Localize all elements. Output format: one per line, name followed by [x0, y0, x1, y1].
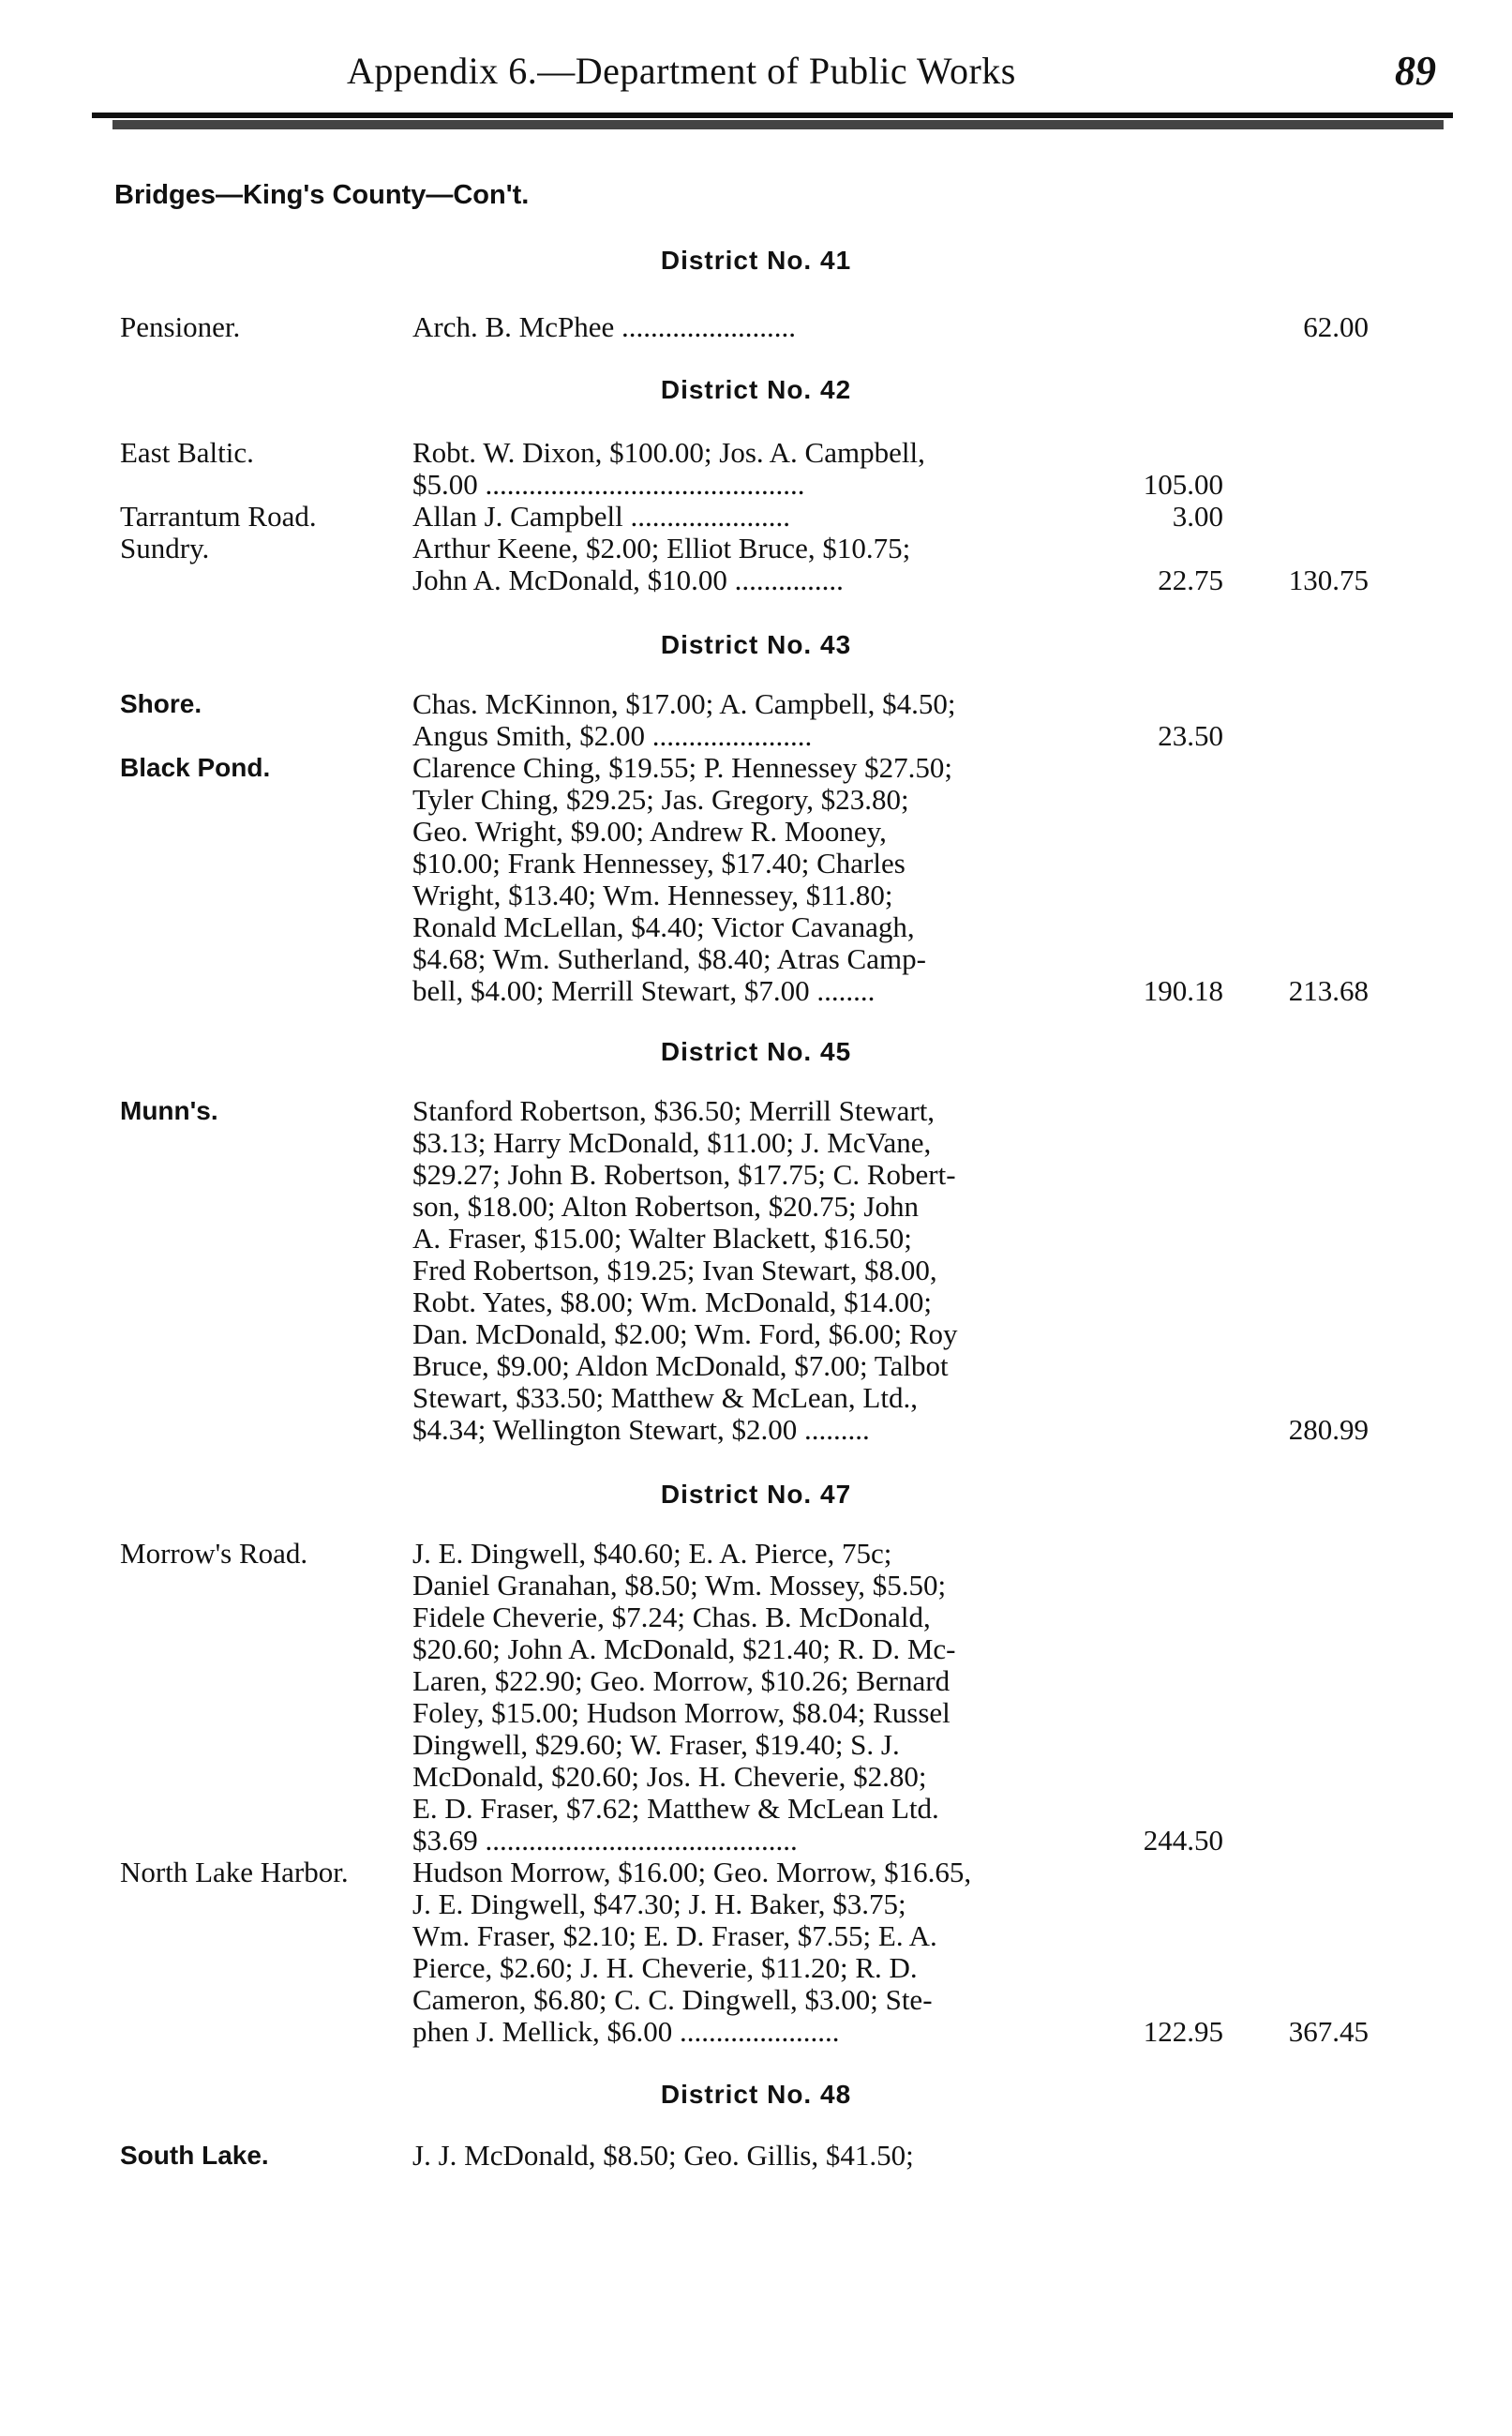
district-heading: District No. 42: [660, 375, 852, 404]
entry-label: Shore.: [120, 689, 202, 718]
entry-line: J. E. Dingwell, $47.30; J. H. Baker, $3.75;: [412, 1888, 906, 1920]
entry-text: [412, 752, 1144, 1007]
entry-line: Fred Robertson, $19.25; Ivan Stewart, $8.00,: [412, 1255, 937, 1286]
section-title: Bridges—King's County—Con't.: [114, 180, 530, 210]
entry-line: E. D. Fraser, $7.62; Matthew & McLean Ltd.: [412, 1793, 939, 1825]
entry-line: Allan J. Campbell ......................: [412, 501, 790, 533]
entry-label: South Lake.: [120, 2141, 269, 2170]
entry-line: Stanford Robertson, $36.50; Merrill Stewart,: [412, 1095, 936, 1127]
entry-line: $20.60; John A. McDonald, $21.40; R. D. Mc-: [412, 1633, 956, 1665]
district-heading: District No. 47: [660, 1480, 852, 1509]
entry-line: Clarence Ching, $19.55; P. Hennessey $27.50;: [412, 752, 953, 784]
entry-subtotal: 190.18: [1143, 974, 1223, 1007]
entry-line: Cameron, $6.80; C. C. Dingwell, $3.00; Ste-: [412, 1984, 933, 2016]
entry-line: $29.27; John B. Robertson, $17.75; C. Robert-: [412, 1159, 956, 1191]
entry-line: phen J. Mellick, $6.00 ......................: [412, 2016, 840, 2048]
entry-text: [412, 501, 1144, 533]
entry-label: Morrow's Road.: [120, 1537, 308, 1570]
entry-line: $3.69 ...........................................: [412, 1825, 798, 1857]
entry-line: Stewart, $33.50; Matthew & McLean, Ltd.,: [412, 1382, 918, 1414]
entry-line: bell, $4.00; Merrill Stewart, $7.00 ........: [412, 975, 876, 1007]
entry-line: $3.13; Harry McDonald, $11.00; J. McVane,: [412, 1127, 932, 1159]
entry-label: Sundry.: [120, 532, 210, 564]
entry-line: $10.00; Frank Hennessey, $17.40; Charles: [412, 848, 906, 880]
entry-text: [412, 1857, 1144, 2048]
entry-line: Laren, $22.90; Geo. Morrow, $10.26; Bernard: [412, 1665, 951, 1697]
entry-line: Dingwell, $29.60; W. Fraser, $19.40; S. J.: [412, 1729, 900, 1761]
header-rule: [92, 113, 1453, 118]
entry-line: Chas. McKinnon, $17.00; A. Campbell, $4.50;: [412, 688, 956, 720]
entry-line: Robt. W. Dixon, $100.00; Jos. A. Campbell,: [412, 437, 925, 469]
entry-line: $4.34; Wellington Stewart, $2.00 .........: [412, 1414, 870, 1446]
district-heading: District No. 41: [660, 246, 852, 275]
entry-line: $5.00 ............................................: [412, 469, 805, 501]
entry-line: A. Fraser, $15.00; Walter Blackett, $16.50;: [412, 1223, 912, 1255]
entry-line: Robt. Yates, $8.00; Wm. McDonald, $14.00;: [412, 1286, 932, 1318]
entry-text: [412, 311, 1144, 343]
entry-line: Dan. McDonald, $2.00; Wm. Ford, $6.00; Roy: [412, 1318, 958, 1350]
entry-line: J. J. McDonald, $8.50; Geo. Gillis, $41.50;: [412, 2140, 914, 2172]
entry-label: East Baltic.: [120, 436, 254, 469]
entry-subtotal: 22.75: [1158, 564, 1223, 596]
district-total: 130.75: [1288, 564, 1369, 596]
entry-text: [412, 2140, 1144, 2172]
entry-subtotal: 105.00: [1143, 468, 1223, 501]
entry-line: Hudson Morrow, $16.00; Geo. Morrow, $16.65,: [412, 1857, 972, 1888]
entry-label: Black Pond.: [120, 753, 271, 782]
entry-line: Bruce, $9.00; Aldon McDonald, $7.00; Talbot: [412, 1350, 949, 1382]
page-number: 89: [1395, 48, 1436, 94]
entry-text: [412, 1095, 1144, 1446]
entry-label: Pensioner.: [120, 310, 241, 343]
entry-line: son, $18.00; Alton Robertson, $20.75; John: [412, 1191, 919, 1223]
entry-line: Ronald McLellan, $4.40; Victor Cavanagh,: [412, 911, 915, 943]
district-heading: District No. 43: [660, 630, 852, 659]
entry-subtotal: 23.50: [1158, 719, 1223, 752]
entry-line: Wright, $13.40; Wm. Hennessey, $11.80;: [412, 880, 893, 911]
district-total: 62.00: [1303, 310, 1369, 343]
entry-line: Arch. B. McPhee ........................: [412, 311, 796, 343]
entry-line: $4.68; Wm. Sutherland, $8.40; Atras Camp-: [412, 943, 926, 975]
entry-label: Tarrantum Road.: [120, 500, 317, 533]
entry-text: [412, 533, 1144, 596]
entry-subtotal: 3.00: [1172, 500, 1223, 533]
entry-line: McDonald, $20.60; Jos. H. Cheverie, $2.80;: [412, 1761, 927, 1793]
entry-subtotal: 244.50: [1143, 1824, 1223, 1857]
district-total: 280.99: [1288, 1413, 1369, 1446]
running-header: Appendix 6.—Department of Public Works: [347, 50, 1016, 92]
entry-line: John A. McDonald, $10.00 ...............: [412, 564, 844, 596]
entry-text: [412, 1538, 1144, 1857]
entry-subtotal: 122.95: [1143, 2015, 1223, 2048]
entry-text: [412, 437, 1144, 501]
district-heading: District No. 45: [660, 1037, 852, 1066]
entry-line: Tyler Ching, $29.25; Jas. Gregory, $23.80;: [412, 784, 909, 816]
district-heading: District No. 48: [660, 2080, 852, 2109]
entry-line: Daniel Granahan, $8.50; Wm. Mossey, $5.50;: [412, 1570, 947, 1601]
entry-line: Foley, $15.00; Hudson Morrow, $8.04; Russel: [412, 1697, 951, 1729]
entry-line: Angus Smith, $2.00 ......................: [412, 720, 813, 752]
entry-line: Geo. Wright, $9.00; Andrew R. Mooney,: [412, 816, 887, 848]
header-rule-double: [112, 120, 1444, 129]
entry-line: J. E. Dingwell, $40.60; E. A. Pierce, 75c;: [412, 1538, 892, 1570]
entry-text: [412, 688, 1144, 752]
entry-label: Munn's.: [120, 1096, 218, 1125]
district-total: 367.45: [1288, 2015, 1369, 2048]
entry-line: Pierce, $2.60; J. H. Cheverie, $11.20; R. D.: [412, 1952, 918, 1984]
district-total: 213.68: [1288, 974, 1369, 1007]
entry-label: North Lake Harbor.: [120, 1856, 349, 1888]
entry-line: Fidele Cheverie, $7.24; Chas. B. McDonald,: [412, 1601, 931, 1633]
entry-line: Arthur Keene, $2.00; Elliot Bruce, $10.75;: [412, 533, 911, 564]
entry-line: Wm. Fraser, $2.10; E. D. Fraser, $7.55; E. A.: [412, 1920, 937, 1952]
